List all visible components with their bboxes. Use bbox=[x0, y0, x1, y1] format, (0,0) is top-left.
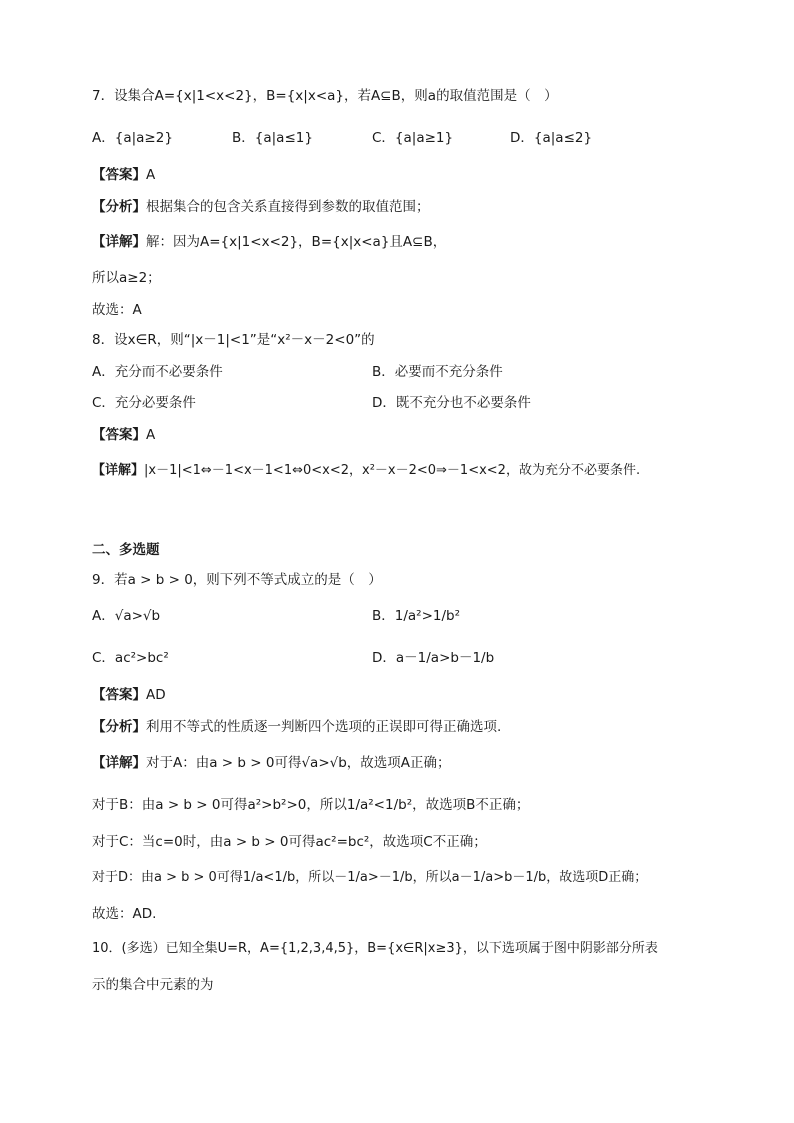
q7-analysis: 【分析】根据集合的包含关系直接得到参数的取值范围； bbox=[92, 199, 430, 215]
q9-option-a: A．√a>√b bbox=[92, 608, 161, 624]
q9-option-b: B．1/a²>1/b² bbox=[372, 608, 461, 624]
q9-conclusion: 故选：AD. bbox=[92, 906, 157, 922]
q8-option-c: C．充分必要条件 bbox=[92, 395, 196, 411]
q8-stem: 8．设x∈R，则“|x－1|<1”是“x²－x－2<0”的 bbox=[92, 332, 375, 348]
label-tag: 【分析】 bbox=[92, 719, 146, 735]
label-tag: 【详解】 bbox=[92, 755, 146, 771]
q7-stem: 7．设集合A={x|1<x<2}，B={x|x<a}，若A⊆B，则a的取值范围是（ ） bbox=[92, 88, 558, 104]
label-tag: 【详解】 bbox=[92, 463, 145, 478]
q7-conclusion: 故选：A bbox=[92, 302, 142, 318]
q8-option-b: B．必要而不充分条件 bbox=[372, 364, 503, 380]
q8-option-d: D．既不充分也不必要条件 bbox=[372, 395, 531, 411]
q7-option-a: A．{a|a≥2} bbox=[92, 130, 173, 146]
q7-option-c: C．{a|a≥1} bbox=[372, 130, 454, 146]
q9-option-c: C．ac²>bc² bbox=[92, 650, 169, 666]
q9-detail-d: 对于D：由a > b > 0可得1/a<1/b，所以－1/a>－1/b，所以a－1/a>b－1/b，故选项D正确； bbox=[92, 870, 648, 885]
q7-option-b: B．{a|a≤1} bbox=[232, 130, 313, 146]
label-tag: 【答案】 bbox=[92, 167, 146, 183]
label-tag: 【分析】 bbox=[92, 199, 146, 215]
q9-stem: 9．若a > b > 0，则下列不等式成立的是（ ） bbox=[92, 572, 382, 588]
q9-analysis: 【分析】利用不等式的性质逐一判断四个选项的正误即可得正确选项. bbox=[92, 719, 502, 735]
q9-detail-b: 对于B：由a > b > 0可得a²>b²>0，所以1/a²<1/b²，故选项B不正确； bbox=[92, 797, 530, 813]
q9-detail-c: 对于C：当c=0时，由a > b > 0可得ac²=bc²，故选项C不正确； bbox=[92, 834, 487, 850]
q8-answer: 【答案】A bbox=[92, 427, 156, 443]
section-heading: 二、多选题 bbox=[92, 542, 160, 558]
q9-option-d: D．a－1/a>b－1/b bbox=[372, 650, 495, 666]
q7-detail: 【详解】解：因为A={x|1<x<2}，B={x|x<a}且A⊆B， bbox=[92, 234, 447, 250]
q7-option-d: D．{a|a≤2} bbox=[510, 130, 593, 146]
q8-option-a: A．充分而不必要条件 bbox=[92, 364, 223, 380]
label-tag: 【详解】 bbox=[92, 234, 146, 250]
label-tag: 【答案】 bbox=[92, 687, 146, 703]
q7-step: 所以a≥2； bbox=[92, 270, 161, 286]
q10-stem-line1: 10．(多选）已知全集U=R，A={1,2,3,4,5}，B={x∈R|x≥3}，以下选项属于图中阴影部分所表 bbox=[92, 941, 658, 956]
q9-answer: 【答案】AD bbox=[92, 687, 166, 703]
q8-detail: 【详解】|x－1|<1⇔－1<x－1<1⇔0<x<2，x²－x－2<0⇒－1<x<2，故为充分不必要条件. bbox=[92, 463, 641, 478]
q9-detail-a: 【详解】对于A：由a > b > 0可得√a>√b，故选项A正确； bbox=[92, 755, 451, 771]
label-tag: 【答案】 bbox=[92, 427, 146, 443]
q7-answer: 【答案】A bbox=[92, 167, 156, 183]
q10-stem-line2: 示的集合中元素的为 bbox=[92, 977, 214, 993]
